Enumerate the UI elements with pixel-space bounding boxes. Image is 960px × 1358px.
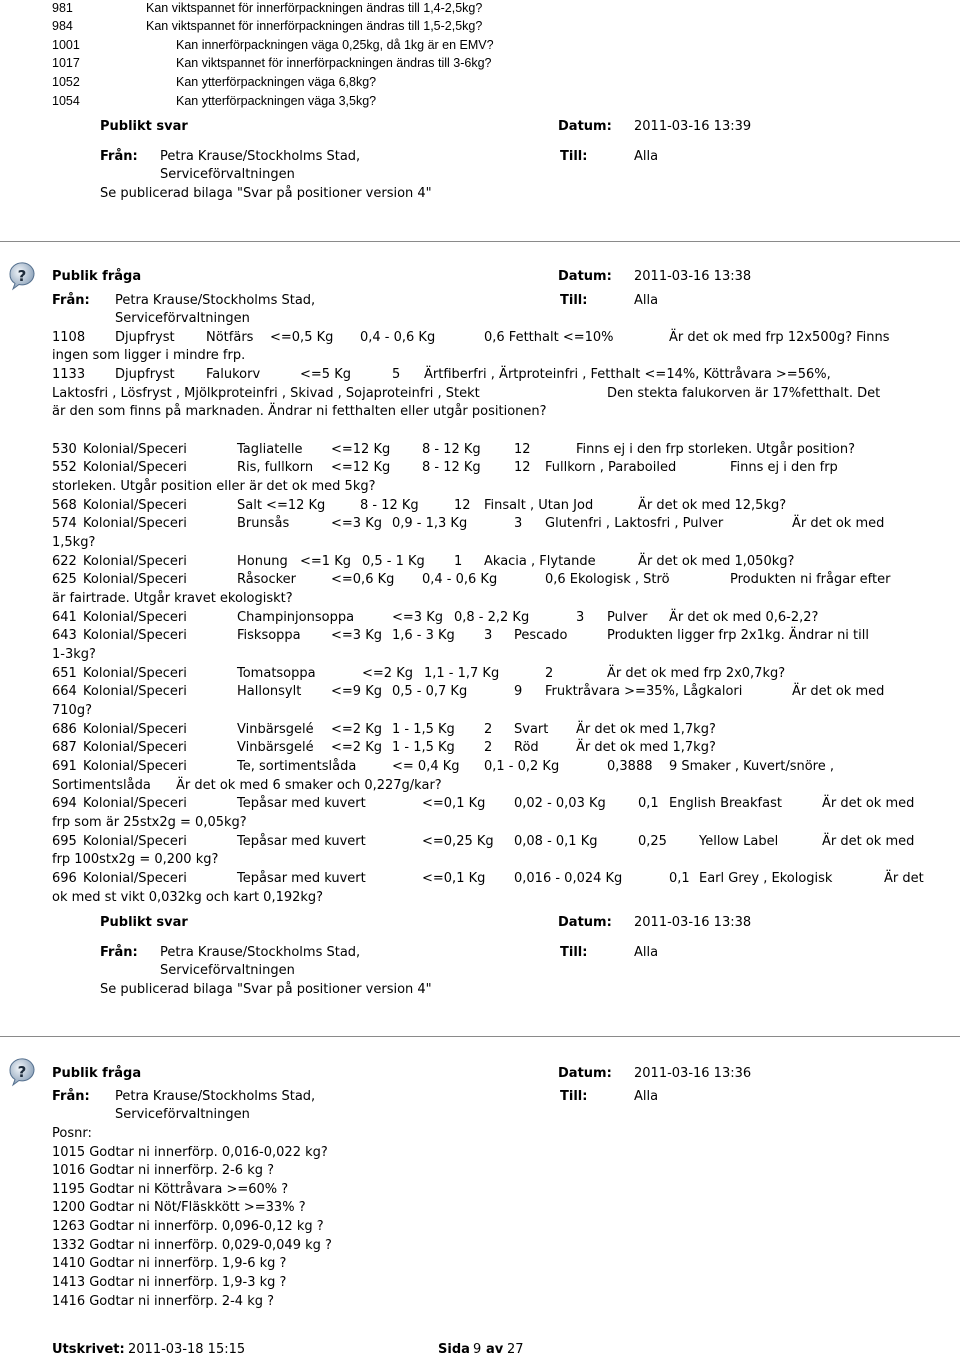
svg-text:?: ? xyxy=(17,267,27,285)
line-cell: 0,3888 xyxy=(607,759,653,774)
till-value: Alla xyxy=(634,293,659,308)
line-cell: 651 xyxy=(52,666,77,681)
line-cell: Kolonial/Speceri xyxy=(83,796,187,811)
line-cell: Honung xyxy=(237,554,288,569)
line-cell: Kolonial/Speceri xyxy=(83,628,187,643)
line-cell: 1,1 - 1,7 Kg xyxy=(424,666,500,681)
line-cell: 0,016 - 0,024 Kg xyxy=(514,871,623,886)
line-cell: 1,6 - 3 Kg xyxy=(392,628,455,643)
fran-value-2: Serviceförvaltningen xyxy=(115,311,250,326)
question-title: Publik fråga xyxy=(52,1066,142,1081)
line-cell: Falukorv xyxy=(206,367,261,382)
line-cell: 3 xyxy=(484,628,493,643)
line-cell: är den som finns på marknaden. Ändrar ni fetthalten eller utgår positionen? xyxy=(52,404,547,419)
list-item-text: Kan viktspannet för innerförpackningen ändras till 3-6kg? xyxy=(176,56,492,70)
line-cell: 0,1 xyxy=(638,796,659,811)
line-cell: <=0,5 Kg xyxy=(270,330,334,345)
line-cell: Brunsås xyxy=(237,516,290,531)
line-cell: 710g? xyxy=(52,703,92,718)
till-value: Alla xyxy=(634,945,659,960)
line-cell: 9 xyxy=(514,684,523,699)
line-cell: 0,1 xyxy=(669,871,690,886)
datum-value: 2011-03-16 13:39 xyxy=(634,119,752,134)
list-item-nr: 1001 xyxy=(52,38,80,52)
fran-label: Från: xyxy=(52,1089,90,1104)
line-cell: 691 xyxy=(52,759,77,774)
line-cell: 622 xyxy=(52,554,77,569)
divider xyxy=(0,241,960,242)
line-cell: 1133 xyxy=(52,367,86,382)
line-cell: Är det ok med xyxy=(792,684,885,699)
line-cell: Kolonial/Speceri xyxy=(83,666,187,681)
list-item: 1413 Godtar ni innerförp. 1,9-3 kg ? xyxy=(52,1275,287,1290)
line-cell: <=3 Kg xyxy=(331,628,382,643)
line-cell: Vinbärsgelé xyxy=(237,740,314,755)
line-cell: Finns ej i den frp storleken. Utgår position? xyxy=(576,442,855,457)
till-value: Alla xyxy=(634,1089,659,1104)
line-cell: Tepåsar med kuvert xyxy=(237,834,366,849)
line-cell: 687 xyxy=(52,740,77,755)
list-item-text: Kan ytterförpackningen väga 3,5kg? xyxy=(176,94,377,108)
list-item-text: Kan viktspannet för innerförpackningen ändras till 1,4-2,5kg? xyxy=(146,1,483,15)
answer-title: Publikt svar xyxy=(100,915,188,930)
answer-note: Se publicerad bilaga "Svar på positioner version 4" xyxy=(100,186,432,201)
question-icon xyxy=(6,1056,38,1088)
line-cell: Laktosfri , Lösfryst , Mjölkproteinfri , Skivad , Sojaproteinfri , Stekt xyxy=(52,386,480,401)
line-cell: 12 xyxy=(514,460,531,475)
line-cell: Är det ok med 0,6-2,2? xyxy=(669,610,819,625)
line-cell: 1 - 1,5 Kg xyxy=(392,740,455,755)
list-item-text: Kan viktspannet för innerförpackningen ändras till 1,5-2,5kg? xyxy=(146,19,483,33)
list-item: 1195 Godtar ni Köttråvara >=60% ? xyxy=(52,1182,289,1197)
line-cell: Produkten ni frågar efter xyxy=(730,572,891,587)
line-cell: Ris, fullkorn xyxy=(237,460,314,475)
line-cell: Är det ok med 1,050kg? xyxy=(638,554,795,569)
line-cell: 643 xyxy=(52,628,77,643)
list-item-nr: 1017 xyxy=(52,56,80,70)
line-cell: 0,1 - 0,2 Kg xyxy=(484,759,560,774)
fran-value-2: Serviceförvaltningen xyxy=(160,167,295,182)
line-cell: Är det ok med xyxy=(822,834,915,849)
list-item-text: Kan ytterförpackningen väga 6,8kg? xyxy=(176,75,377,89)
line-cell: Är det xyxy=(884,871,924,886)
line-cell: 5 xyxy=(392,367,401,382)
fran-label: Från: xyxy=(52,293,90,308)
line-cell: Kolonial/Speceri xyxy=(83,554,187,569)
line-cell: Glutenfri , Laktosfri , Pulver xyxy=(545,516,724,531)
line-cell: Finsalt , Utan Jod xyxy=(484,498,594,513)
line-cell: 2 xyxy=(484,722,493,737)
utskrivet-label: Utskrivet: xyxy=(52,1342,125,1357)
list-item: 1416 Godtar ni innerförp. 2-4 kg ? xyxy=(52,1294,275,1309)
line-cell: English Breakfast xyxy=(669,796,782,811)
till-label: Till: xyxy=(560,149,588,164)
line-cell: 2 xyxy=(484,740,493,755)
line-cell: Salt <=12 Kg xyxy=(237,498,326,513)
line-cell: storleken. Utgår position eller är det ok med 5kg? xyxy=(52,479,376,494)
line-cell: Är det ok med 1,7kg? xyxy=(576,722,716,737)
line-cell: Vinbärsgelé xyxy=(237,722,314,737)
line-cell: Råsocker xyxy=(237,572,296,587)
line-cell: <=2 Kg xyxy=(331,722,382,737)
line-cell: Är det ok med frp 12x500g? Finns xyxy=(669,330,890,345)
datum-label: Datum: xyxy=(558,1066,612,1081)
line-cell: 574 xyxy=(52,516,77,531)
line-cell: Den stekta falukorven är 17%fetthalt. Det xyxy=(607,386,881,401)
line-cell: Kolonial/Speceri xyxy=(83,740,187,755)
line-cell: Tomatsoppa xyxy=(237,666,316,681)
list-item: 1332 Godtar ni innerförp. 0,029-0,049 kg ? xyxy=(52,1238,332,1253)
line-cell: 695 xyxy=(52,834,77,849)
line-cell: Är det ok med xyxy=(822,796,915,811)
line-cell: Kolonial/Speceri xyxy=(83,834,187,849)
line-cell: 1,5kg? xyxy=(52,535,96,550)
line-cell: 568 xyxy=(52,498,77,513)
till-label: Till: xyxy=(560,293,588,308)
line-cell: 625 xyxy=(52,572,77,587)
line-cell: är fairtrade. Utgår kravet ekologiskt? xyxy=(52,591,293,606)
datum-value: 2011-03-16 13:36 xyxy=(634,1066,752,1081)
line-cell: 696 xyxy=(52,871,77,886)
line-cell: Te, sortimentslåda xyxy=(237,759,357,774)
line-cell: 694 xyxy=(52,796,77,811)
line-cell: Röd xyxy=(514,740,539,755)
till-label: Till: xyxy=(560,1089,588,1104)
page-total: 27 xyxy=(507,1342,524,1357)
line-cell: Hallonsylt xyxy=(237,684,302,699)
list-item-nr: 981 xyxy=(52,1,73,15)
fran-label: Från: xyxy=(100,945,138,960)
line-cell: 0,5 - 0,7 Kg xyxy=(392,684,468,699)
line-cell: 664 xyxy=(52,684,77,699)
line-cell: frp 100stx2g = 0,200 kg? xyxy=(52,852,219,867)
line-cell: 0,08 - 0,1 Kg xyxy=(514,834,598,849)
line-cell: 0,8 - 2,2 Kg xyxy=(454,610,530,625)
line-cell: Pescado xyxy=(514,628,568,643)
line-cell: Earl Grey , Ekologisk xyxy=(699,871,833,886)
line-cell: Kolonial/Speceri xyxy=(83,610,187,625)
line-cell: 0,02 - 0,03 Kg xyxy=(514,796,606,811)
line-cell: <= 0,4 Kg xyxy=(392,759,460,774)
line-cell: 552 xyxy=(52,460,77,475)
av-label: av xyxy=(486,1342,504,1357)
line-cell: 8 - 12 Kg xyxy=(360,498,419,513)
line-cell: 0,5 - 1 Kg xyxy=(362,554,425,569)
line-cell: Djupfryst xyxy=(115,367,175,382)
list-item: 1410 Godtar ni innerförp. 1,9-6 kg ? xyxy=(52,1256,287,1271)
datum-value: 2011-03-16 13:38 xyxy=(634,915,752,930)
line-cell: Kolonial/Speceri xyxy=(83,722,187,737)
line-cell: Tepåsar med kuvert xyxy=(237,796,366,811)
question-icon xyxy=(6,260,38,292)
line-cell: 686 xyxy=(52,722,77,737)
divider xyxy=(0,1036,960,1037)
line-cell: 1 - 1,5 Kg xyxy=(392,722,455,737)
line-cell: Kolonial/Speceri xyxy=(83,516,187,531)
line-cell: frp som är 25stx2g = 0,05kg? xyxy=(52,815,247,830)
datum-value: 2011-03-16 13:38 xyxy=(634,269,752,284)
list-item-nr: 984 xyxy=(52,19,73,33)
line-cell: Svart xyxy=(514,722,549,737)
line-cell: Är det ok med frp 2x0,7kg? xyxy=(607,666,786,681)
line-cell: <=1 Kg xyxy=(300,554,351,569)
line-cell: <=2 Kg xyxy=(362,666,413,681)
line-cell: Champinjonsoppa xyxy=(237,610,355,625)
line-cell: Kolonial/Speceri xyxy=(83,498,187,513)
line-cell: Akacia , Flytande xyxy=(484,554,596,569)
fran-value: Petra Krause/Stockholms Stad, xyxy=(115,1089,316,1104)
line-cell: 1-3kg? xyxy=(52,647,96,662)
line-cell: Kolonial/Speceri xyxy=(83,572,187,587)
list-item-nr: 1052 xyxy=(52,75,80,89)
fran-value: Petra Krause/Stockholms Stad, xyxy=(115,293,316,308)
line-cell: Pulver xyxy=(607,610,648,625)
fran-value-2: Serviceförvaltningen xyxy=(115,1107,250,1122)
till-label: Till: xyxy=(560,945,588,960)
line-cell: 530 xyxy=(52,442,77,457)
line-cell: <=3 Kg xyxy=(331,516,382,531)
line-cell: <=0,1 Kg xyxy=(422,796,486,811)
line-cell: Är det ok med 6 smaker och 0,227g/kar? xyxy=(176,778,442,793)
line-cell: Fisksoppa xyxy=(237,628,301,643)
line-cell: Kolonial/Speceri xyxy=(83,460,187,475)
line-cell: 0,9 - 1,3 Kg xyxy=(392,516,468,531)
line-cell: 1 xyxy=(454,554,463,569)
line-cell: 0,25 xyxy=(638,834,667,849)
line-cell: <=5 Kg xyxy=(300,367,351,382)
line-cell: Ärtfiberfri , Ärtproteinfri , Fetthalt <=14%, Köttråvara >=56%, xyxy=(424,367,831,382)
line-cell: Kolonial/Speceri xyxy=(83,684,187,699)
line-cell: Tagliatelle xyxy=(237,442,303,457)
fran-label: Från: xyxy=(100,149,138,164)
line-cell: ingen som ligger i mindre frp. xyxy=(52,348,246,363)
line-cell: 0,6 Fetthalt <=10% xyxy=(484,330,614,345)
line-cell: Yellow Label xyxy=(699,834,779,849)
line-cell: Nötfärs xyxy=(206,330,254,345)
fran-value: Petra Krause/Stockholms Stad, xyxy=(160,149,361,164)
page-number: 9 xyxy=(473,1342,482,1357)
line-cell: <=12 Kg xyxy=(331,442,391,457)
line-cell: Kolonial/Speceri xyxy=(83,442,187,457)
line-cell: 12 xyxy=(514,442,531,457)
line-cell: <=0,6 Kg xyxy=(331,572,395,587)
line-cell: Kolonial/Speceri xyxy=(83,871,187,886)
line-cell: 3 xyxy=(514,516,523,531)
list-item: 1015 Godtar ni innerförp. 0,016-0,022 kg? xyxy=(52,1145,328,1160)
line-cell: <=0,1 Kg xyxy=(422,871,486,886)
line-cell: Är det ok med xyxy=(792,516,885,531)
question-title: Publik fråga xyxy=(52,269,142,284)
line-cell: Finns ej i den frp xyxy=(730,460,838,475)
line-cell: Kolonial/Speceri xyxy=(83,759,187,774)
posnr-label: Posnr: xyxy=(52,1126,92,1141)
fran-value-2: Serviceförvaltningen xyxy=(160,963,295,978)
line-cell: Sortimentslåda xyxy=(52,778,151,793)
line-cell: 1108 xyxy=(52,330,86,345)
line-cell: ok med st vikt 0,032kg och kart 0,192kg? xyxy=(52,890,324,905)
line-cell: <=2 Kg xyxy=(331,740,382,755)
answer-title: Publikt svar xyxy=(100,119,188,134)
line-cell: Är det ok med 1,7kg? xyxy=(576,740,716,755)
line-cell: 9 Smaker , Kuvert/snöre , xyxy=(669,759,835,774)
line-cell: 3 xyxy=(576,610,585,625)
datum-label: Datum: xyxy=(558,119,612,134)
line-cell: Fruktråvara >=35%, Lågkalori xyxy=(545,684,743,699)
line-cell: Djupfryst xyxy=(115,330,175,345)
utskrivet-value: 2011-03-18 15:15 xyxy=(128,1342,246,1357)
line-cell: <=0,25 Kg xyxy=(422,834,494,849)
svg-text:?: ? xyxy=(17,1063,27,1081)
line-cell: Produkten ligger frp 2x1kg. Ändrar ni till xyxy=(607,628,869,643)
fran-value: Petra Krause/Stockholms Stad, xyxy=(160,945,361,960)
list-item-nr: 1054 xyxy=(52,94,80,108)
line-cell: 8 - 12 Kg xyxy=(422,442,481,457)
line-cell: 641 xyxy=(52,610,77,625)
sida-label: Sida xyxy=(438,1342,470,1357)
line-cell: 0,4 - 0,6 Kg xyxy=(360,330,436,345)
answer-note: Se publicerad bilaga "Svar på positioner version 4" xyxy=(100,982,432,997)
line-cell: 2 xyxy=(545,666,554,681)
line-cell: <=9 Kg xyxy=(331,684,382,699)
till-value: Alla xyxy=(634,149,659,164)
list-item: 1016 Godtar ni innerförp. 2-6 kg ? xyxy=(52,1163,275,1178)
list-item: 1200 Godtar ni Nöt/Fläskkött >=33% ? xyxy=(52,1200,306,1215)
line-cell: 0,6 Ekologisk , Strö xyxy=(545,572,670,587)
line-cell: Är det ok med 12,5kg? xyxy=(638,498,787,513)
list-item-text: Kan innerförpackningen väga 0,25kg, då 1kg är en EMV? xyxy=(176,38,494,52)
list-item: 1263 Godtar ni innerförp. 0,096-0,12 kg ? xyxy=(52,1219,324,1234)
datum-label: Datum: xyxy=(558,269,612,284)
line-cell: 12 xyxy=(454,498,471,513)
line-cell: <=12 Kg xyxy=(331,460,391,475)
line-cell: 8 - 12 Kg xyxy=(422,460,481,475)
line-cell: Fullkorn , Paraboiled xyxy=(545,460,677,475)
line-cell: <=3 Kg xyxy=(392,610,443,625)
line-cell: Tepåsar med kuvert xyxy=(237,871,366,886)
line-cell: 0,4 - 0,6 Kg xyxy=(422,572,498,587)
datum-label: Datum: xyxy=(558,915,612,930)
